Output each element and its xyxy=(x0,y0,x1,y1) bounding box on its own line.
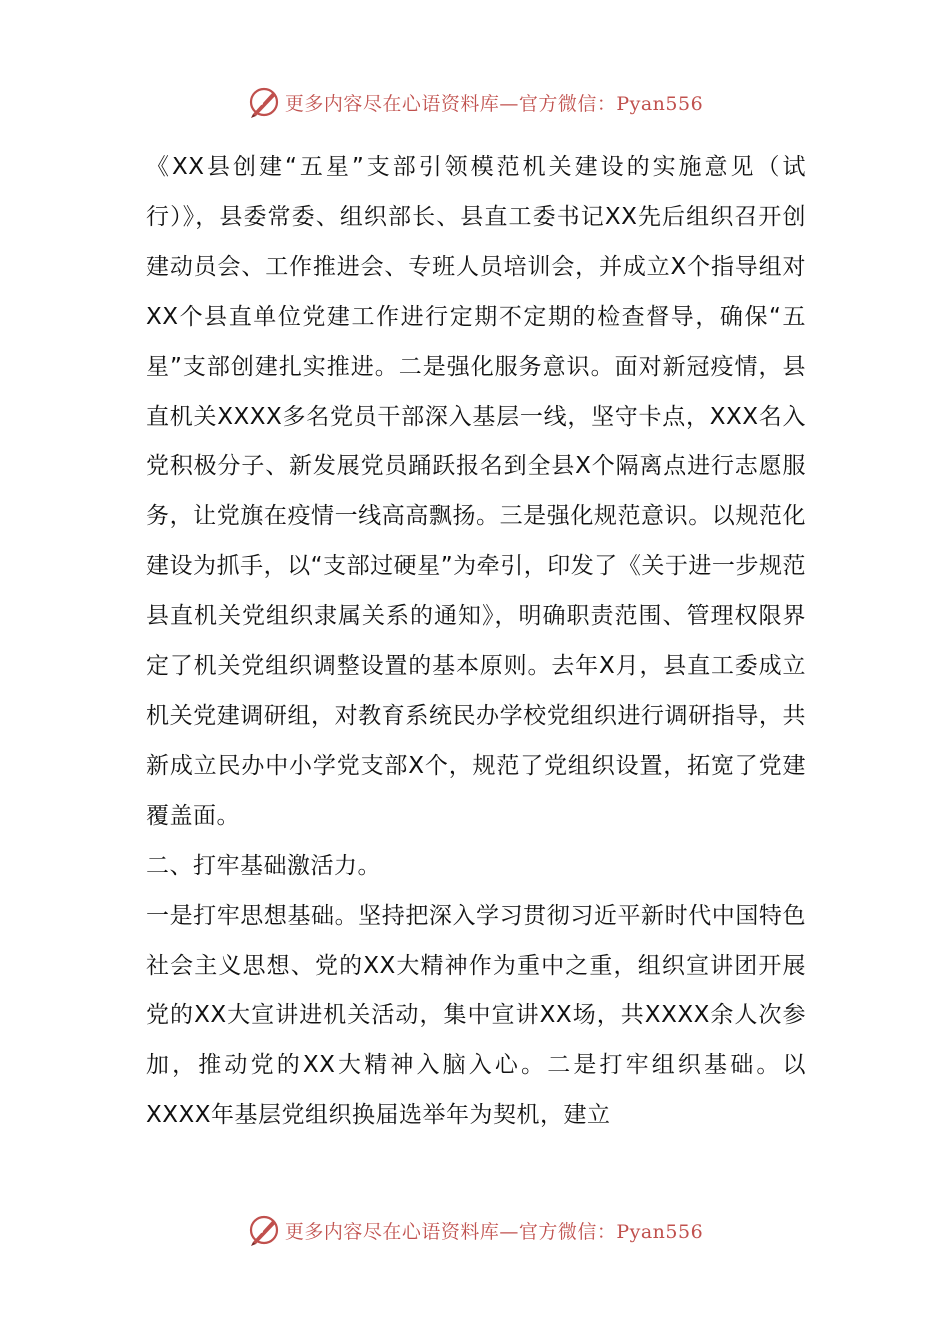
header-banner-text: 更多内容尽在心语资料库—官方微信：Pyan556 xyxy=(284,92,704,115)
footer-banner xyxy=(0,1210,950,1250)
pen-logo-icon xyxy=(247,1213,281,1247)
header-banner xyxy=(0,82,950,122)
footer-banner-text: 更多内容尽在心语资料库—官方微信：Pyan556 xyxy=(284,1220,704,1243)
paragraph: 一是打牢思想基础。坚持把深入学习贯彻习近平新时代中国特色社会主义思想、党的XX大精神作为重中之重，组织宣讲团开展党的XX大宣讲进机关活动，集中宣讲XX场，共XXXX余人次参加，推动党的XX大精神入脑入心。二是打牢组织基础。以XXXX年基层党组织换届选举年为契机，建立 xyxy=(146,902,806,1129)
pen-logo-icon xyxy=(247,85,281,119)
document-body xyxy=(146,143,806,1141)
paragraph: 《XX县创建“五星”支部引领模范机关建设的实施意见（试行）》，县委常委、组织部长、县直工委书记XX先后组织召开创建动员会、工作推进会、专班人员培训会，并成立X个指导组对XX个县直单位党建工作进行定期不定期的检查督导，确保“五星”支部创建扎实推进。二是强化服务意识。面对新冠疫情，县直机关XXXX多名党员干部深入基层一线，坚守卡点，XXX名入党积极分子、新发展党员踊跃报名到全县X个隔离点进行志愿服务，让党旗在疫情一线高高飘扬。三是强化规范意识。以规范化建设为抓手，以“支部过硬星”为牵引，印发了《关于进一步规范县直机关党组织隶属关系的通知》，明确职责范围、管理权限界定了机关党组织调整设置的基本原则。去年X月，县直工委成立机关党建调研组，对教育系统民办学校党组织进行调研指导，共新成立民办中小学党支部X个，规范了党组织设置，拓宽了党建覆盖面。 xyxy=(146,154,806,829)
section-heading: 二、打牢基础激活力。 xyxy=(146,852,381,879)
